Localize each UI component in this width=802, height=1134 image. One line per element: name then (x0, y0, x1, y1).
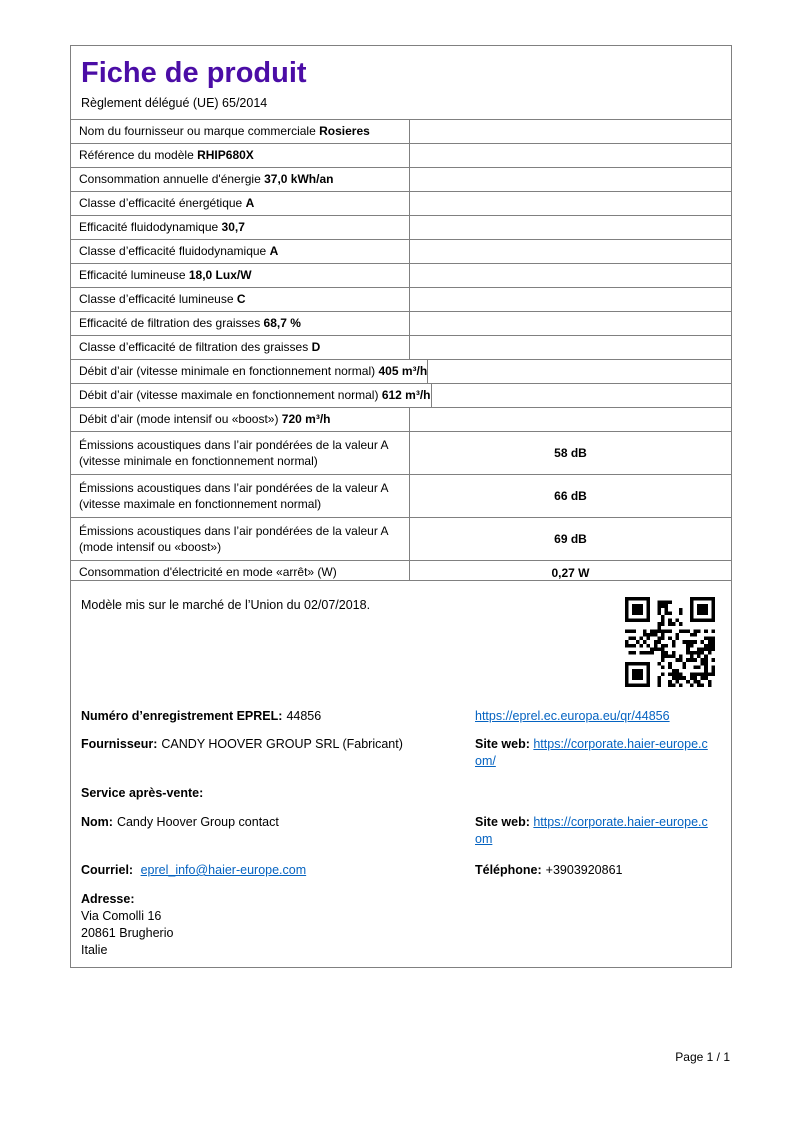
spec-value (409, 288, 731, 311)
spec-label: Nom du fournisseur ou marque commerciale Rosieres (79, 124, 370, 138)
page-title: Fiche de produit (81, 57, 307, 89)
spec-value: 69 dB (409, 518, 731, 560)
spec-value: 0,27 W (409, 561, 731, 584)
website-label-2: Site web: (475, 815, 530, 829)
spec-value (409, 192, 731, 215)
table-row (71, 287, 731, 311)
supplier-label: Fournisseur: (81, 737, 158, 751)
spec-label: Consommation d'électricité en mode «arrêt» (W) (79, 565, 337, 579)
table-row (71, 359, 731, 383)
page-footer: Page 1 / 1 (675, 1050, 730, 1064)
spec-label: Émissions acoustiques dans l’air pondérées de la valeur A (mode intensif ou «boost») (79, 524, 389, 554)
spec-label: Émissions acoustiques dans l’air pondérées de la valeur A (vitesse maximale en fonctionnement normal) (79, 481, 389, 511)
table-row (71, 263, 731, 287)
table-row (71, 335, 731, 359)
spec-label: Consommation annuelle d'énergie 37,0 kWh/an (79, 172, 334, 186)
website-label-1: Site web: (475, 737, 530, 751)
supplier-info-card (70, 580, 732, 968)
table-row (71, 517, 731, 560)
spec-value (409, 120, 731, 143)
eprel-value: 44856 (286, 709, 322, 723)
contact-name-label: Nom: (81, 815, 113, 829)
spec-value (409, 408, 731, 431)
service-website-cell (475, 814, 719, 848)
regulation-subtitle: Règlement délégué (UE) 65/2014 (81, 96, 268, 110)
address-line: Italie (81, 943, 108, 957)
spec-value: 66 dB (409, 475, 731, 517)
table-row (71, 167, 731, 191)
eprel-label: Numéro d’enregistrement EPREL: (81, 709, 283, 723)
phone-row (475, 862, 719, 879)
table-row (71, 383, 731, 407)
qr-code (625, 597, 715, 687)
email-link[interactable]: eprel_info@haier-europe.com (140, 863, 307, 877)
address-block (81, 891, 173, 959)
service-website-link[interactable]: https://corporate.haier-europe.c om (475, 815, 708, 846)
email-label: Courriel: (81, 863, 134, 877)
spec-value (409, 312, 731, 335)
eprel-registration (81, 708, 321, 725)
spec-label: Classe d’efficacité de filtration des graisses D (79, 340, 321, 354)
address-label: Adresse: (81, 892, 135, 906)
table-row (71, 143, 731, 167)
phone-value: +3903920861 (545, 863, 623, 877)
spec-table (71, 119, 731, 584)
spec-label: Classe d’efficacité lumineuse C (79, 292, 246, 306)
spec-label: Efficacité fluidodynamique 30,7 (79, 220, 245, 234)
spec-label: Efficacité lumineuse 18,0 Lux/W (79, 268, 252, 282)
spec-value (409, 240, 731, 263)
table-row (71, 407, 731, 431)
spec-label: Débit d’air (vitesse maximale en fonctionnement normal) 612 m³/h (79, 388, 431, 402)
table-row (71, 431, 731, 474)
eprel-link[interactable]: https://eprel.ec.europa.eu/qr/44856 (475, 709, 670, 723)
table-row (71, 191, 731, 215)
supplier-row (81, 736, 403, 753)
spec-label: Débit d’air (mode intensif ou «boost») 720 m³/h (79, 412, 331, 426)
address-line: 20861 Brugherio (81, 926, 174, 940)
contact-name-row (81, 814, 279, 831)
table-row (71, 311, 731, 335)
supplier-website-link[interactable]: https://corporate.haier-europe.c om/ (475, 737, 708, 768)
spec-value (409, 144, 731, 167)
spec-value (431, 384, 732, 407)
phone-label: Téléphone: (475, 863, 542, 877)
after-sales-heading: Service après-vente: (81, 786, 204, 800)
spec-label: Émissions acoustiques dans l’air pondérées de la valeur A (vitesse minimale en fonctionnement normal) (79, 438, 389, 468)
supplier-website-cell (475, 736, 719, 770)
spec-label: Classe d’efficacité énergétique A (79, 196, 255, 210)
eprel-link-cell (475, 708, 719, 725)
contact-name-value: Candy Hoover Group contact (116, 815, 279, 829)
email-row (81, 862, 306, 879)
table-row (71, 119, 731, 143)
spec-value (427, 360, 731, 383)
address-line: Via Comolli 16 (81, 909, 162, 923)
spec-value (409, 336, 731, 359)
spec-label: Classe d’efficacité fluidodynamique A (79, 244, 279, 258)
product-fiche-card (70, 45, 732, 585)
table-row (71, 474, 731, 517)
spec-value (409, 264, 731, 287)
table-row (71, 239, 731, 263)
spec-value (409, 216, 731, 239)
spec-label: Efficacité de filtration des graisses 68,7 % (79, 316, 301, 330)
spec-label: Débit d’air (vitesse minimale en fonctionnement normal) 405 m³/h (79, 364, 428, 378)
spec-label: Référence du modèle RHIP680X (79, 148, 254, 162)
spec-value: 58 dB (409, 432, 731, 474)
table-row (71, 215, 731, 239)
market-release-line: Modèle mis sur le marché de l’Union du 02/07/2018. (81, 598, 371, 612)
spec-value (409, 168, 731, 191)
supplier-value: CANDY HOOVER GROUP SRL (Fabricant) (161, 737, 403, 751)
